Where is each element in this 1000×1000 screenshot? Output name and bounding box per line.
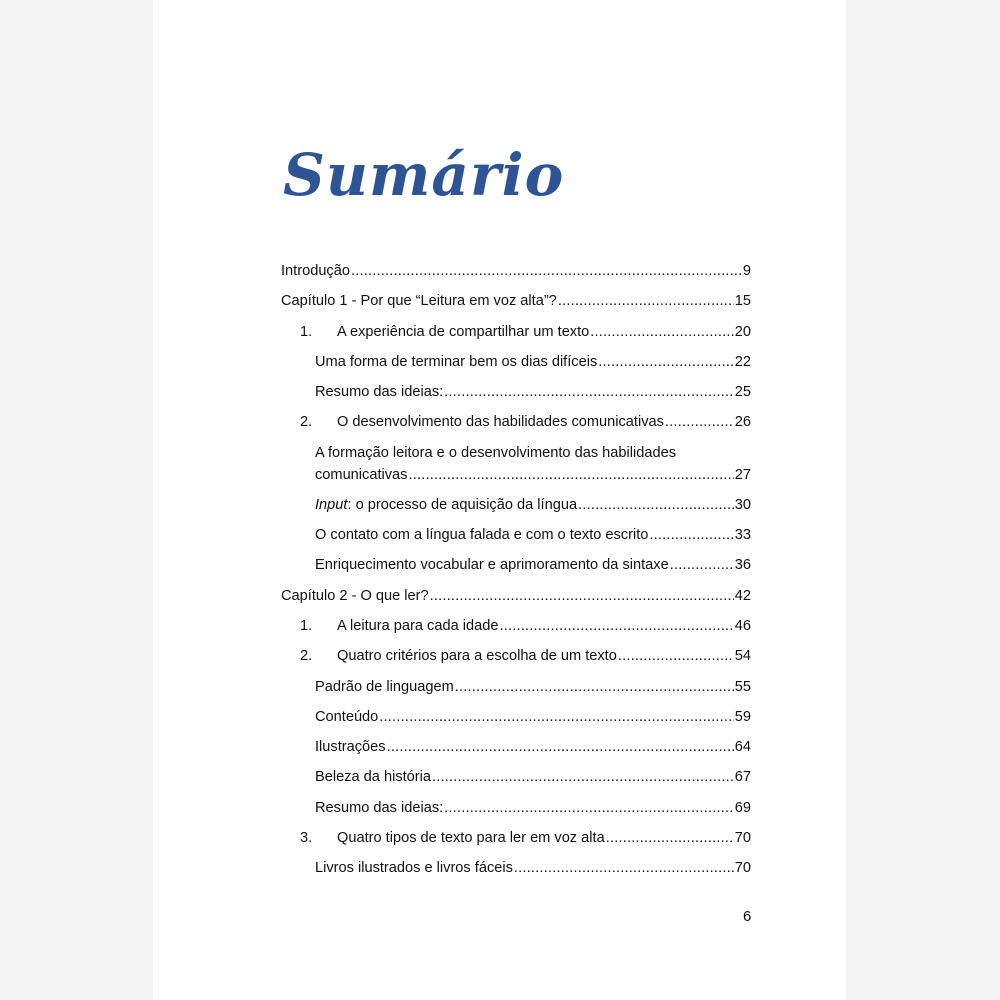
- dot-leader: [387, 732, 734, 762]
- page-title: Sumário: [283, 141, 565, 209]
- toc-page-number: 15: [734, 293, 751, 310]
- dot-leader: [499, 611, 733, 641]
- toc-label: Resumo das ideias:: [315, 384, 444, 401]
- toc-entry-capitulo-1[interactable]: [281, 286, 751, 316]
- toc-entry-subsection[interactable]: [281, 793, 751, 823]
- dot-leader: [379, 702, 733, 732]
- dot-leader: [514, 853, 734, 883]
- toc-entry-subsection[interactable]: [281, 490, 751, 520]
- toc-entry-section[interactable]: [281, 641, 751, 671]
- dot-leader: [618, 641, 734, 671]
- dot-leader: [649, 520, 733, 550]
- dot-leader: [430, 581, 734, 611]
- toc-label-line1: A formação leitora e o desenvolvimento das habilidades: [315, 444, 677, 461]
- toc-page-number: 69: [734, 799, 751, 816]
- toc-page-number: 54: [734, 648, 751, 665]
- document-page: [153, 0, 846, 1000]
- toc-label: Ilustrações: [315, 739, 386, 756]
- toc-label: Livros ilustrados e livros fáceis: [315, 860, 513, 877]
- toc-entry-section[interactable]: [281, 823, 751, 853]
- toc-label-line2: comunicativas: [315, 466, 408, 483]
- toc-page-number: 22: [734, 353, 751, 370]
- page-number: 6: [743, 908, 752, 925]
- toc-page-number: 70: [734, 860, 751, 877]
- toc-entry-subsection[interactable]: [281, 762, 751, 792]
- toc-entry-subsection[interactable]: [281, 377, 751, 407]
- toc-label: Enriquecimento vocabular e aprimoramento da sintaxe: [315, 557, 669, 574]
- dot-leader: [670, 550, 734, 580]
- dot-leader: [444, 377, 734, 407]
- dot-leader: [558, 286, 734, 316]
- toc-label: Padrão de linguagem: [315, 678, 454, 695]
- toc-entry-subsection[interactable]: [281, 702, 751, 732]
- toc-label: Introdução: [281, 263, 350, 279]
- dot-leader: [351, 256, 742, 286]
- toc-page-number: 26: [734, 414, 751, 431]
- toc-entry-subsection[interactable]: [281, 853, 751, 883]
- toc-label: Capítulo 2 - O que ler?: [281, 587, 429, 604]
- toc-entry-section[interactable]: [281, 611, 751, 641]
- toc-page-number: 20: [734, 323, 751, 340]
- toc-entry-subsection[interactable]: [281, 520, 751, 550]
- toc-page-number: 9: [742, 263, 751, 279]
- toc-entry-subsection[interactable]: [281, 347, 751, 377]
- toc-entry-capitulo-2[interactable]: [281, 581, 751, 611]
- toc-page-number: 42: [734, 587, 751, 604]
- toc-entry-introducao[interactable]: [281, 256, 751, 286]
- toc-label: [315, 490, 577, 520]
- toc-label: Conteúdo: [315, 708, 379, 725]
- toc-entry-subsection[interactable]: [281, 672, 751, 702]
- toc-label: Uma forma de terminar bem os dias difíceis: [315, 353, 598, 370]
- toc-number: 2.: [300, 648, 313, 665]
- table-of-contents: [281, 256, 751, 884]
- toc-label: Beleza da história: [315, 769, 432, 786]
- toc-entry-subsection[interactable]: [281, 550, 751, 580]
- dot-leader: [432, 762, 734, 792]
- toc-page-number: 30: [734, 496, 751, 513]
- toc-page-number: 67: [734, 769, 751, 786]
- toc-page-number: 64: [734, 739, 751, 756]
- toc-number: 1.: [300, 323, 313, 340]
- dot-leader: [455, 672, 734, 702]
- toc-label: A experiência de compartilhar um texto: [337, 323, 590, 340]
- toc-page-number: 55: [734, 678, 751, 695]
- toc-number: 3.: [300, 830, 313, 847]
- dot-leader: [590, 317, 733, 347]
- toc-page-number: 27: [734, 466, 751, 483]
- dot-leader: [665, 407, 734, 437]
- toc-label-rest: : o processo de aquisição da língua: [347, 496, 578, 513]
- toc-label: A leitura para cada idade: [337, 617, 499, 634]
- toc-number: 1.: [300, 617, 313, 634]
- dot-leader: [408, 464, 733, 486]
- toc-label: Capítulo 1 - Por que “Leitura em voz alta”?: [281, 293, 557, 310]
- dot-leader: [606, 823, 734, 853]
- toc-entry-section[interactable]: [281, 407, 751, 437]
- toc-entry-section[interactable]: [281, 317, 751, 347]
- toc-entry-subsection-multiline[interactable]: [281, 438, 751, 490]
- toc-page-number: 70: [734, 830, 751, 847]
- dot-leader: [598, 347, 734, 377]
- toc-page-number: 36: [734, 557, 751, 574]
- toc-page-number: 59: [734, 708, 751, 725]
- toc-number: 2.: [300, 414, 313, 431]
- toc-label: Quatro tipos de texto para ler em voz alta: [337, 830, 605, 847]
- toc-entry-subsection[interactable]: [281, 732, 751, 762]
- toc-page-number: 25: [734, 384, 751, 401]
- dot-leader: [444, 793, 734, 823]
- toc-label: O desenvolvimento das habilidades comunicativas: [337, 414, 664, 431]
- toc-label-italic: Input: [315, 496, 348, 513]
- toc-label: Resumo das ideias:: [315, 799, 444, 816]
- toc-label: O contato com a língua falada e com o texto escrito: [315, 527, 649, 544]
- toc-page-number: 46: [734, 617, 751, 634]
- toc-page-number: 33: [734, 527, 751, 544]
- toc-label: Quatro critérios para a escolha de um texto: [337, 648, 617, 665]
- dot-leader: [578, 490, 734, 520]
